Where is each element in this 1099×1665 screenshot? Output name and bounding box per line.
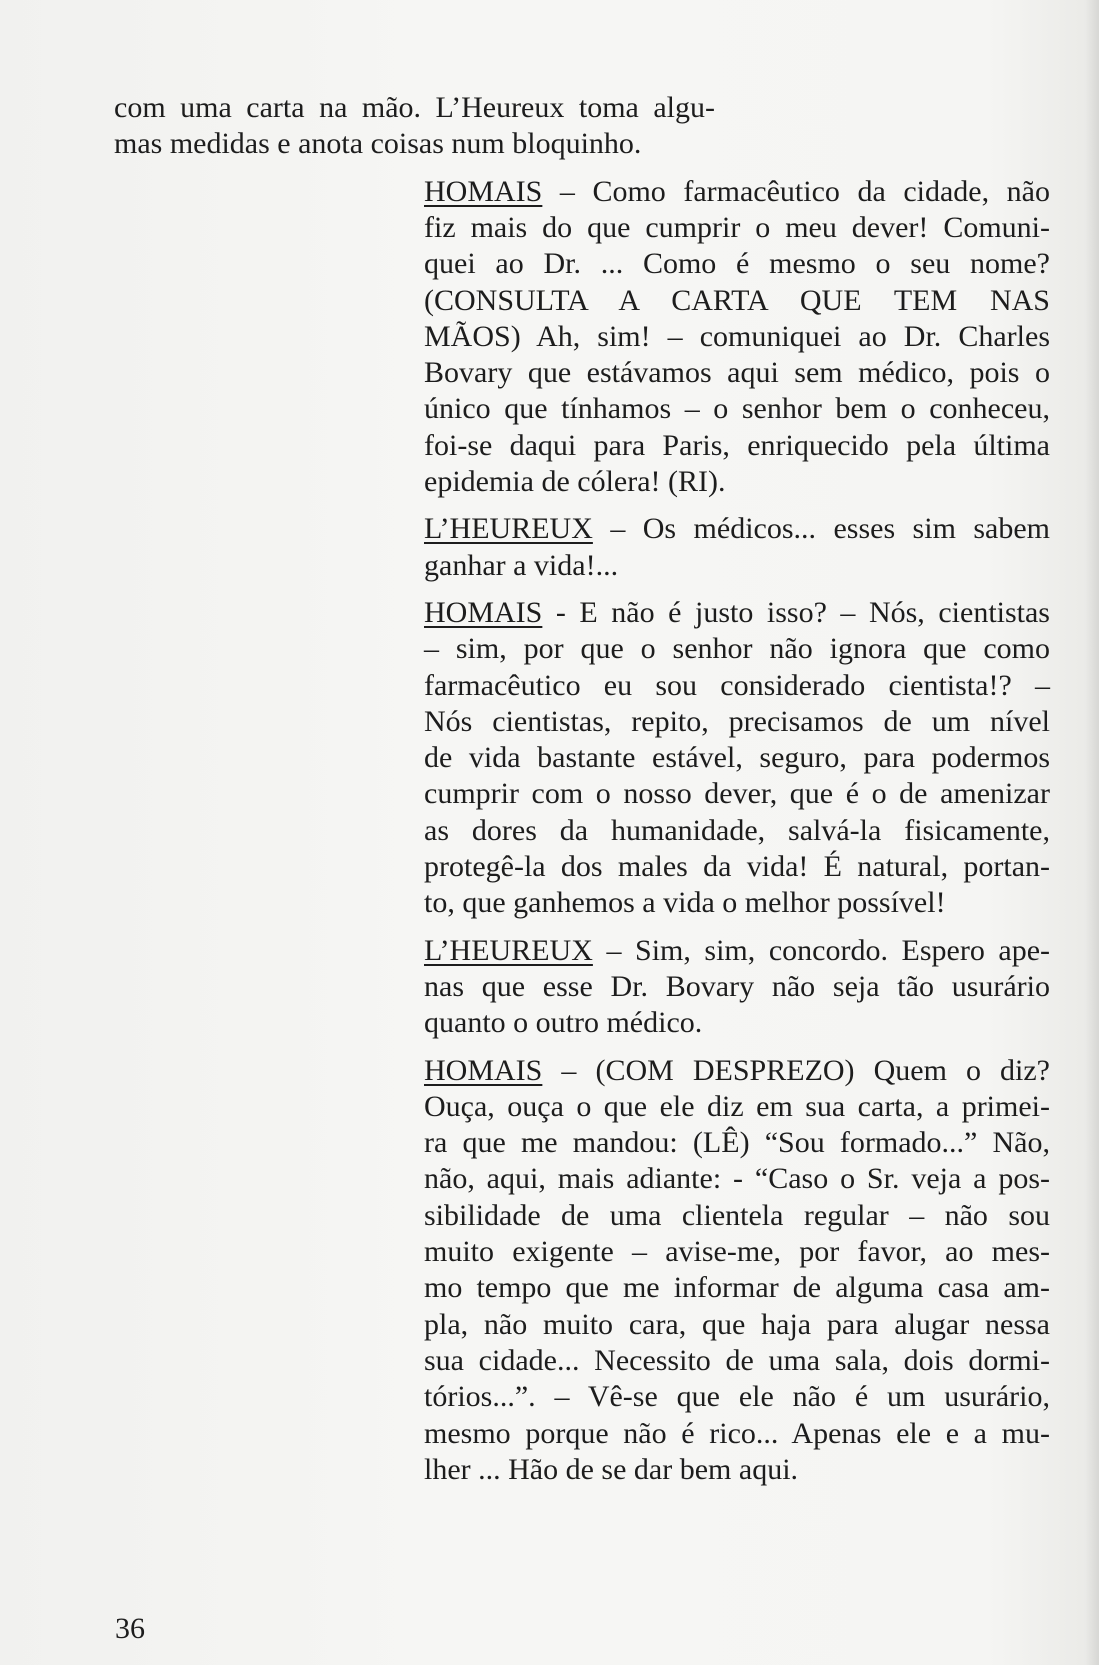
speech-first-line: [424, 1051, 1050, 1091]
speech-line: sua cidade... Necessito de uma sala, dois dormi-: [424, 1343, 1050, 1377]
speech-line: nas que esse Dr. Bovary não seja tão usurário: [424, 969, 1050, 1003]
intro-line: mas medidas e anota coisas num bloquinho.: [114, 127, 642, 161]
speech-line: ganhar a vida!...: [424, 548, 619, 582]
speech-line: lher ... Hão de se dar bem aqui.: [424, 1452, 799, 1486]
speech-line: mesmo porque não é rico... Apenas ele e a mu-: [424, 1416, 1050, 1450]
speaker-name: L’HEUREUX: [424, 512, 593, 546]
speech-line: to, que ganhemos a vida o melhor possível!: [424, 886, 946, 920]
page-number: 36: [115, 1612, 145, 1645]
speech-text: – (COM DESPREZO) Quem o diz?: [542, 1053, 1050, 1087]
speech-line: pla, não muito cara, que haja para alugar nessa: [424, 1307, 1050, 1341]
speech-first-line: [424, 172, 1050, 212]
speech-line: quanto o outro médico.: [424, 1006, 703, 1040]
speech-line: não, aqui, mais adiante: - “Caso o Sr. veja a pos-: [424, 1162, 1050, 1196]
speech-line: fiz mais do que cumprir o meu dever! Comuni-: [424, 210, 1050, 244]
speech-line: cumprir com o nosso dever, que é o de amenizar: [424, 777, 1050, 811]
speech-line: ra que me mandou: (LÊ) “Sou formado...” Não,: [424, 1126, 1050, 1160]
speech-first-line: [424, 931, 1050, 971]
speaker-name: HOMAIS: [424, 174, 543, 208]
speech-text: – Sim, sim, concordo. Espero ape-: [592, 933, 1050, 967]
speech-line: Ouça, ouça o que ele diz em sua carta, a primei-: [424, 1089, 1050, 1123]
speech-line: sibilidade de uma clientela regular – não sou: [424, 1198, 1050, 1232]
speaker-name: HOMAIS: [424, 1053, 543, 1087]
speech-line: epidemia de cólera! (RI).: [424, 465, 726, 498]
speech-line: único que tínhamos – o senhor bem o conheceu,: [424, 392, 1050, 426]
speech-text: - E não é justo isso? – Nós, cientistas: [542, 595, 1050, 629]
speech-line: mo tempo que me informar de alguma casa am-: [424, 1271, 1050, 1305]
speaker-name: L’HEUREUX: [424, 933, 593, 967]
speech-line: Bovary que estávamos aqui sem médico, pois o: [424, 356, 1050, 390]
speech-line: Nós cientistas, repito, precisamos de um nível: [424, 704, 1050, 738]
speech-line: (CONSULTA A CARTA QUE TEM NAS: [424, 283, 1050, 317]
speech-line: quei ao Dr. ... Como é mesmo o seu nome?: [424, 247, 1050, 281]
speech-line: as dores da humanidade, salvá-la fisicamente,: [424, 813, 1050, 847]
speech-line: MÃOS) Ah, sim! – comuniquei ao Dr. Charles: [424, 319, 1050, 353]
speech-line: de vida bastante estável, seguro, para podermos: [424, 741, 1050, 775]
speech-text: – Os médicos... esses sim sabem: [592, 512, 1050, 546]
speech-line: farmacêutico eu sou considerado cientista!? –: [424, 668, 1050, 702]
speech-line: muito exigente – avise-me, por favor, ao mes-: [424, 1235, 1050, 1268]
speech-line: – sim, por que o senhor não ignora que como: [424, 632, 1050, 666]
intro-line: com uma carta na mão. L’Heureux toma algu-: [114, 91, 715, 124]
speaker-name: HOMAIS: [424, 595, 543, 629]
speech-line: protegê-la dos males da vida! É natural, portan-: [424, 850, 1050, 883]
speech-line: foi-se daqui para Paris, enriquecido pela última: [424, 428, 1050, 462]
speech-text: – Como farmacêutico da cidade, não: [542, 174, 1050, 208]
page-gutter-shadow: [1085, 0, 1099, 1665]
speech-first-line: [424, 509, 1050, 549]
speech-first-line: [424, 593, 1050, 633]
speech-line: tórios...”. – Vê-se que ele não é um usurário,: [424, 1380, 1050, 1414]
